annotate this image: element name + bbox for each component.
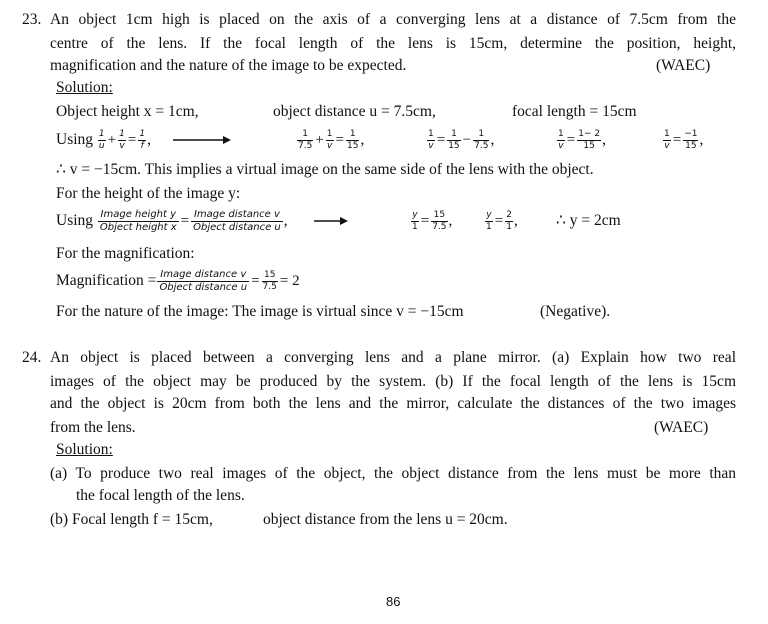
- mag-equals: =: [251, 273, 260, 290]
- q23-given-distance: object distance u = 7.5cm,: [273, 103, 436, 120]
- q23-height-result: ∴ y = 2cm: [556, 212, 621, 229]
- q23-text-line-3: magnification and the nature of the image to be expected.: [50, 57, 407, 74]
- q23-eq4: $\frac{1}{v}$ = $\frac{1- 2}{15}$ ,: [558, 128, 606, 151]
- q23-eq3: $\frac{1}{v}$ = $\frac{1}{15}$ − $\frac{1}{7.5}$ ,: [428, 128, 495, 151]
- q23-lens-formula-row: Using $\frac{1}{u}$ + $\frac{1}{v}$ = $\frac{1}{f}$ ,: [56, 126, 245, 154]
- q23-height-heading: For the height of the image y:: [56, 185, 241, 202]
- eq2-plus: +: [315, 132, 324, 149]
- q24-text-line-1: An object is placed between a converging lens and a plane mirror. (a) Explain how two real: [50, 349, 736, 366]
- q23-height-using-label: Using: [56, 212, 94, 229]
- h-eq1-equals: =: [180, 213, 190, 230]
- q24-answer-a-line-1: (a) To produce two real images of the object, the object distance from the lens must be more than: [50, 465, 736, 482]
- eq5-frac-b: $\frac{-1}{15}$: [684, 128, 698, 151]
- q23-text-line-2: centre of the lens. If the focal length of the lens is 15cm, determine the position, height,: [50, 35, 736, 52]
- q23-text-line-1: An object 1cm high is placed on the axis of a converging lens at a distance of 7.5cm from the: [50, 11, 736, 28]
- right-arrow-icon: [173, 135, 231, 145]
- q24-answer-a-line-2: the focal length of the lens.: [76, 487, 245, 504]
- eq4-frac-b: $\frac{1- 2}{15}$: [578, 128, 601, 151]
- mag-frac-b: $\frac{15}{7.5}$: [262, 269, 277, 292]
- h-eq2-frac-a: $\frac{y}{1}$: [412, 209, 418, 232]
- q24-solution-label: Solution:: [56, 441, 113, 458]
- q24-answer-b-focal: (b) Focal length f = 15cm,: [50, 511, 213, 528]
- q23-eq5: $\frac{1}{v}$ = $\frac{-1}{15}$ ,: [664, 128, 704, 151]
- q23-conclusion: ∴ v = −15cm. This implies a virtual image on the same side of the lens with the object.: [56, 161, 594, 178]
- mag-result: = 2: [279, 273, 300, 290]
- eq3-frac-a: $\frac{1}{v}$: [428, 128, 434, 151]
- q24-source: (WAEC): [654, 419, 709, 436]
- h-eq3-frac-a: $\frac{y}{1}$: [486, 209, 492, 232]
- h-eq3-equals: =: [494, 213, 504, 230]
- q23-h-eq3: $\frac{y}{1}$ = $\frac{2}{1}$ ,: [486, 209, 518, 232]
- q23-magnification-label: Magnification =: [56, 272, 157, 289]
- h-eq2-frac-b: $\frac{15}{7.5}$: [432, 209, 447, 232]
- h-eq2-equals: =: [420, 213, 430, 230]
- eq3-equals: =: [436, 132, 446, 149]
- page-number: 86: [386, 594, 401, 609]
- eq2-frac-b: $\frac{1}{v}$: [326, 128, 333, 151]
- q23-nature-note: (Negative).: [540, 303, 611, 320]
- eq1-equals: =: [127, 132, 137, 149]
- q23-number: 23.: [22, 11, 42, 28]
- q23-using-label: Using: [56, 131, 94, 148]
- eq2-equals: =: [335, 132, 344, 149]
- q23-h-eq2: $\frac{y}{1}$ = $\frac{15}{7.5}$ ,: [412, 209, 453, 232]
- eq2-frac-c: $\frac{1}{15}$: [347, 128, 359, 151]
- eq5-frac-a: $\frac{1}{v}$: [664, 128, 670, 151]
- right-arrow-icon: [314, 216, 348, 226]
- eq4-frac-a: $\frac{1}{v}$: [558, 128, 564, 151]
- q24-text-line-2: images of the object may be produced by the system. (b) If the focal length of the lens is 15cm: [50, 373, 736, 390]
- eq1-plus: +: [107, 132, 117, 149]
- q23-source: (WAEC): [656, 57, 711, 74]
- eq2-frac-a: $\frac{1}{7.5}$: [298, 128, 313, 151]
- q24-text-line-3: and the object is 20cm from both the lens and the mirror, calculate the distances of the two images: [50, 395, 736, 412]
- q23-solution-label: Solution:: [56, 79, 113, 96]
- q24-text-line-4: from the lens.: [50, 419, 136, 436]
- eq1-frac-u: $\frac{1}{u}$: [98, 128, 105, 151]
- eq1-frac-f: $\frac{1}{f}$: [139, 128, 146, 151]
- eq3-frac-b: $\frac{1}{15}$: [448, 128, 460, 151]
- eq5-equals: =: [672, 132, 682, 149]
- q24-answer-b-distance: object distance from the lens u = 20cm.: [263, 511, 508, 528]
- q23-eq2: $\frac{1}{7.5}$ + $\frac{1}{v}$ = $\frac{1}{15}$ ,: [298, 128, 365, 151]
- h-eq1-frac-a: $\frac{\text{Image height y}}{\text{Object height x}}$: [99, 208, 177, 233]
- eq1-frac-v: $\frac{1}{v}$: [119, 128, 125, 151]
- q23-given-height: Object height x = 1cm,: [56, 103, 199, 120]
- h-eq3-frac-b: $\frac{2}{1}$: [506, 209, 512, 232]
- q23-height-formula-row: Using $\frac{\text{Image height y}}{\text{Object height x}}$ = $\frac{\text{Image distance v}}{\text{Object distance u}}$ ,: [56, 206, 368, 236]
- q23-nature: For the nature of the image: The image is virtual since v = −15cm: [56, 303, 464, 320]
- eq3-minus: −: [462, 132, 472, 149]
- eq4-equals: =: [566, 132, 576, 149]
- q23-magnification-row: [56, 266, 301, 296]
- mag-frac-a: $\frac{\text{Image distance v}}{\text{Object distance u}}$: [159, 268, 248, 293]
- eq3-frac-c: $\frac{1}{7.5}$: [474, 128, 489, 151]
- q23-given-focal: focal length = 15cm: [512, 103, 637, 120]
- h-eq1-frac-b: $\frac{\text{Image distance v}}{\text{Object distance u}}$: [193, 208, 281, 233]
- q24-number: 24.: [22, 349, 42, 366]
- q23-magnification-heading: For the magnification:: [56, 245, 195, 262]
